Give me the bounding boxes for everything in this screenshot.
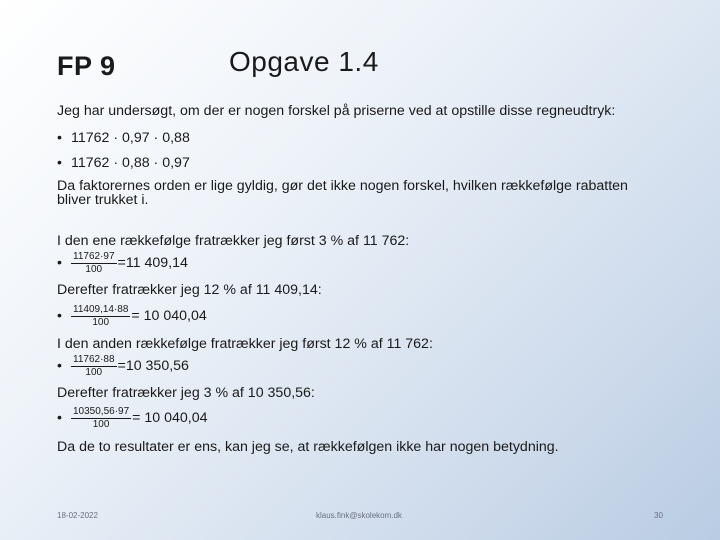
case-2-heading: I den anden rækkefølge fratrækker jeg først 12 % af 11 762: [57, 336, 433, 352]
explanation-line-2: bliver trukket i. [57, 192, 149, 208]
fraction-4-numerator: 10350,56·97 [73, 406, 130, 417]
fraction-3-row [57, 355, 189, 378]
slide-title: Opgave 1.4 [229, 46, 379, 77]
case-1-next: Derefter fratrækker jeg 12 % af 11 409,14: [57, 282, 322, 298]
page-number: 30 [654, 511, 663, 520]
fraction-1-result: =11 409,14 [117, 255, 188, 272]
bullet-icon: • [57, 358, 62, 375]
fraction-1 [71, 252, 117, 275]
bullet-icon: • [57, 130, 62, 146]
case-1-heading: I den ene rækkefølge fratrækker jeg først 3 % af 11 762: [57, 233, 410, 249]
fraction-3-result: =10 350,56 [117, 358, 189, 375]
fraction-4-row [57, 407, 208, 430]
fraction-1-row [57, 252, 188, 275]
bullet-icon: • [57, 255, 62, 272]
bullet-icon: • [57, 410, 62, 427]
fp-label: FP 9 [57, 51, 116, 81]
fraction-2 [71, 305, 130, 328]
bullet-icon: • [57, 155, 62, 171]
footer-date: 18-02-2022 [57, 511, 98, 520]
footer-email: klaus.fink@skolekom.dk [316, 511, 402, 520]
fraction-1-numerator: 11762·97 [73, 251, 115, 262]
expression-1-text: 11762 · 0,97 · 0,88 [71, 130, 190, 146]
fraction-4 [71, 407, 131, 430]
fraction-2-denominator: 100 [92, 317, 110, 328]
expression-2-text: 11762 · 0,88 · 0,97 [71, 155, 190, 171]
fraction-2-result: = 10 040,04 [131, 308, 207, 325]
fraction-1-denominator: 100 [85, 264, 103, 275]
fraction-4-result: = 10 040,04 [132, 410, 208, 427]
intro-text: Jeg har undersøgt, om der er nogen forskel på priserne ved at opstille disse regneudtryk: [57, 103, 616, 119]
fraction-4-denominator: 100 [92, 419, 110, 430]
fraction-3-numerator: 11762·88 [73, 354, 115, 365]
bullet-icon: • [57, 308, 62, 325]
explanation-line-1: Da faktorernes orden er lige gyldig, gør det ikke nogen forskel, hvilken rækkefølge rabatten [57, 178, 628, 194]
expression-2 [57, 156, 190, 170]
case-2-next: Derefter fratrækker jeg 3 % af 10 350,56: [57, 385, 315, 401]
expression-1 [57, 131, 190, 145]
conclusion-text: Da de to resultater er ens, kan jeg se, at rækkefølgen ikke har nogen betydning. [57, 439, 559, 455]
fraction-3 [71, 355, 117, 378]
fraction-3-denominator: 100 [85, 367, 103, 378]
fraction-2-numerator: 11409,14·88 [73, 304, 129, 315]
fraction-2-row [57, 305, 207, 328]
